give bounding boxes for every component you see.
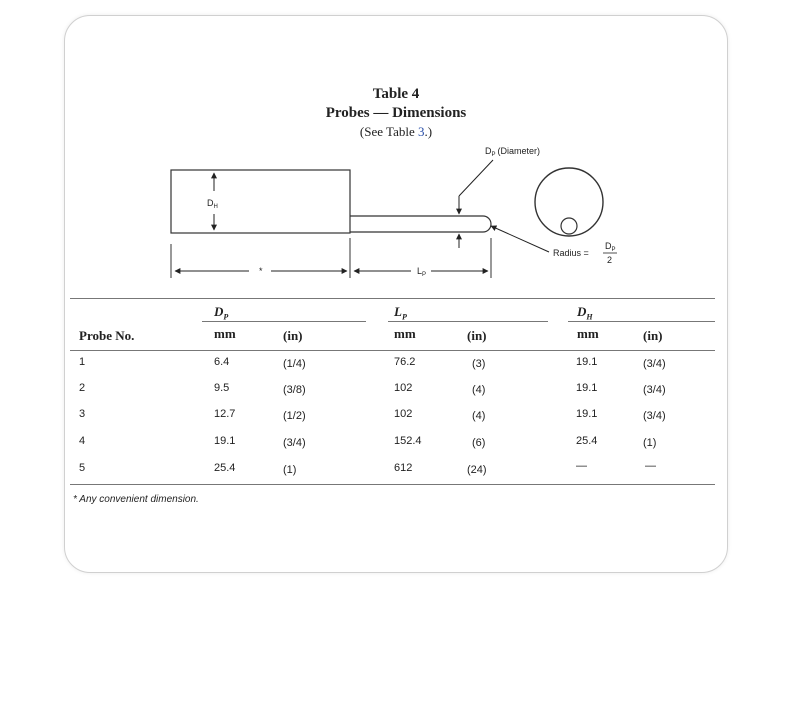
radius-numerator: $D_P$ [605,241,616,253]
lp-in-header: (in) [467,328,487,343]
lp-group-rule [388,321,548,322]
lp-mm-header: mm [394,326,416,341]
lp-column-header: $L_P$ [394,304,407,322]
footnote: * Any convenient dimension. [73,494,199,505]
star-diagram-label: * [259,266,263,276]
table-number: Table 4 [372,86,420,102]
dp-diagram-label: $D_P$ (Diameter) [485,146,541,158]
table-bottom-rule [70,484,715,485]
dp-mm-header: mm [214,326,236,341]
dp-in-header: (in) [283,328,303,343]
table-top-rule [70,298,715,299]
probe-shaft [350,216,491,232]
dh-diagram-label: $D_H$ [207,198,218,210]
dh-in-header: (in) [643,328,663,343]
table-title: Probes — Dimensions [325,105,467,121]
end-view-circle [535,168,603,236]
radius-denominator: 2 [607,255,613,265]
tip-circle [561,218,577,234]
table-see-note: (See Table 3.) [359,124,433,139]
radius-label: Radius = [553,248,589,258]
dp-column-header: $D_P$ [214,304,229,322]
probe-diagram [65,16,727,306]
dh-mm-header: mm [577,326,599,341]
table-card: Table 4 Probes — Dimensions (See Table 3.) $D_H$ * $L_P$ $D_P$ (Diameter) Radius = $D_P$ 2 $D_P$ $L_P$ $D_H$ Probe No. mm (in) mm (in) mm (in) 1 6.4 (1/4) 76.2 (3) 19.1 (3/4) 2 9.5 (3/8) 102 (4) 19.1 (3/4) 3 12.7 (1/2) 102 (4) 19.1 (3/4) 4 19.1 (3/4) 152.4 (6) 25.4 (1) 5 25.4 (1) 612 (24) — — * Any convenient dimension. [64,15,728,573]
header-bottom-rule [70,350,715,351]
lp-diagram-label: $L_P$ [417,266,427,278]
probe-no-header: Probe No. [79,328,135,343]
dh-column-header: $D_H$ [577,304,593,322]
table-3-link[interactable]: 3 [417,124,425,139]
probe-handle [171,170,350,233]
